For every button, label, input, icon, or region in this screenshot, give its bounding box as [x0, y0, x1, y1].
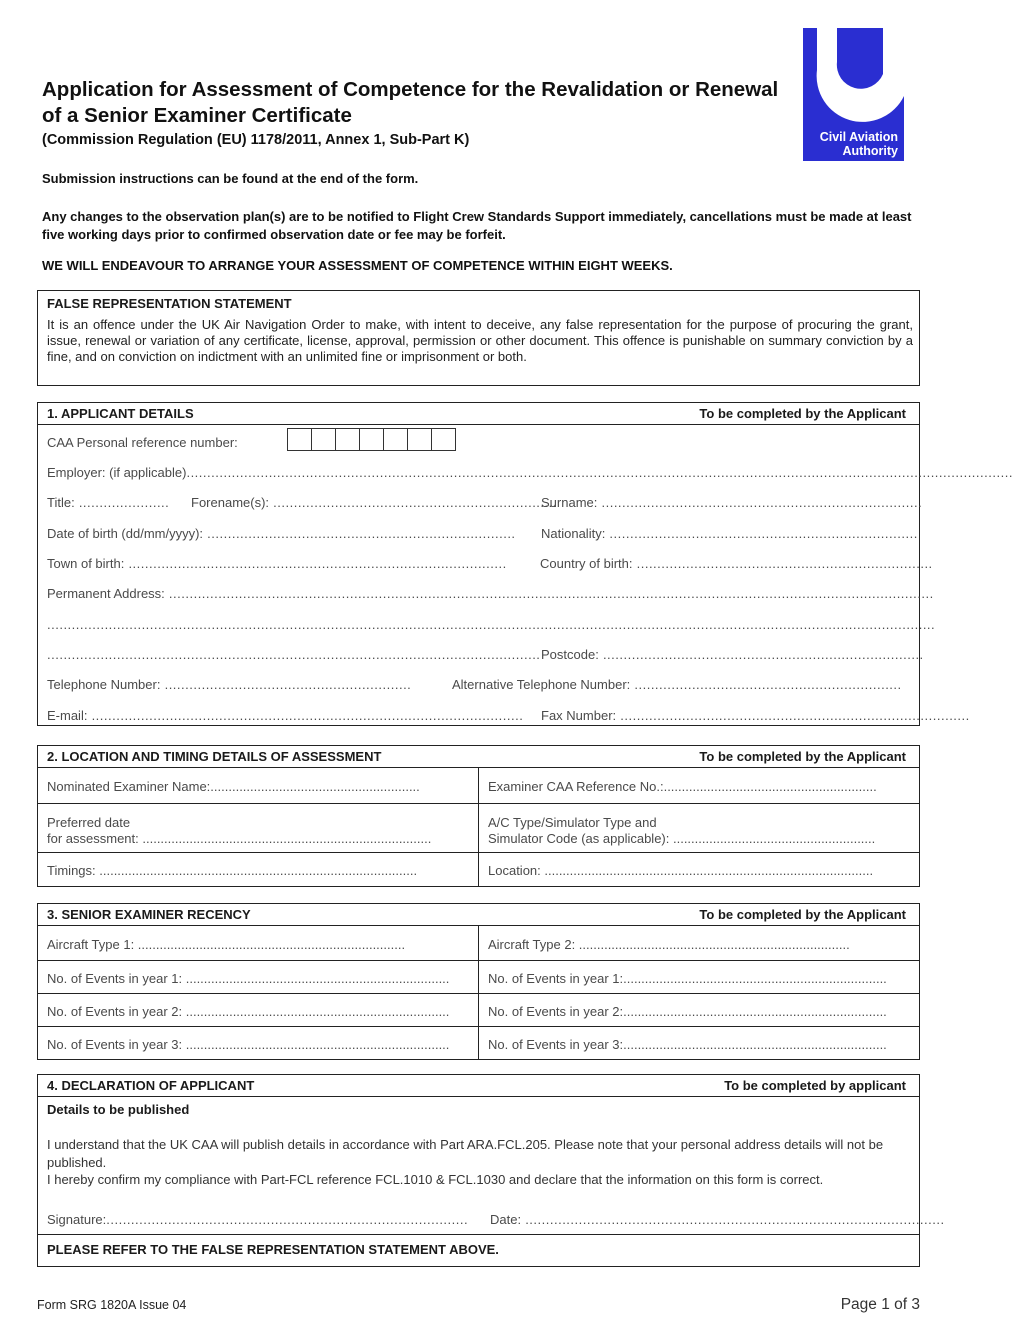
section2-header: [38, 746, 919, 768]
events-year2-label-b: No. of Events in year 2:: [488, 1004, 624, 1019]
form-identifier: Form SRG 1820A Issue 04: [37, 1298, 187, 1312]
employer-field[interactable]: Employer: (if applicable).........................................................................................................................................................................................................: [47, 465, 1013, 480]
caa-ref-digit[interactable]: [407, 428, 432, 451]
forenames-field[interactable]: Forename(s): .....................................................................: [191, 495, 557, 510]
page-number: Page 1 of 3: [840, 1296, 920, 1313]
section3-title: 3. SENIOR EXAMINER RECENCY: [47, 907, 251, 922]
details-published-heading: Details to be published: [47, 1102, 190, 1117]
telephone-field[interactable]: Telephone Number: ............................................................: [47, 677, 412, 692]
alt-telephone-field[interactable]: Alternative Telephone Number: .................................................................: [452, 677, 902, 692]
timings-field[interactable]: Timings: ........................................................................................: [38, 853, 479, 886]
caa-ref-digit[interactable]: [287, 428, 312, 451]
address-label: Permanent Address:: [47, 586, 165, 601]
declaration-para-2: I hereby confirm my compliance with Part-FCL reference FCL.1010 & FCL.1030 and declare that the information on this form is correct.: [47, 1172, 824, 1187]
country-of-birth-field[interactable]: Country of birth: ........................................................................: [540, 556, 933, 571]
section-senior-examiner-recency: [37, 903, 920, 1060]
employer-label: Employer: (if applicable): [47, 465, 187, 480]
section-location-timing: [37, 745, 920, 887]
section3-header: [38, 904, 919, 926]
caa-logo-text: Civil Aviation Authority: [819, 130, 898, 158]
section-applicant-details: [37, 402, 1013, 726]
aircraft-type-1-label: Aircraft Type 1:: [47, 937, 135, 952]
events-year1-field[interactable]: No. of Events in year 1: .........................................................................: [38, 961, 479, 993]
events-year2-field[interactable]: No. of Events in year 2: .........................................................................: [38, 994, 479, 1026]
section2-title: 2. LOCATION AND TIMING DETAILS OF ASSESSMENT: [47, 749, 382, 764]
events-year1-label-b: No. of Events in year 1:: [488, 971, 624, 986]
date-label: Date:: [490, 1212, 522, 1227]
dob-label: Date of birth (dd/mm/yyyy):: [47, 526, 204, 541]
actype-field[interactable]: A/C Type/Simulator Type and Simulator Code (as applicable): ........................................................: [479, 804, 919, 852]
surname-field[interactable]: Surname: ..............................................................................: [541, 495, 923, 510]
preferred-date-label-2: for assessment:: [47, 831, 139, 846]
date-field[interactable]: Date: ......................................................................................................: [490, 1212, 945, 1227]
section3-note: To be completed by the Applicant: [699, 907, 906, 922]
caa-ref-boxes[interactable]: [287, 428, 456, 451]
false-representation-text: It is an offence under the UK Air Navigation Order to make, with intent to deceive, any false representation for the purpose of procuring the grant, issue, renewal or variation of any certificate, license, approval, permission or other document. This offence is punishable on summary conviction by a fine, and on conviction on indictment with an unlimited fine or imprisonment or both.: [47, 317, 913, 364]
section4-title: 4. DECLARATION OF APPLICANT: [47, 1078, 255, 1093]
section1-note: To be completed by the Applicant: [699, 406, 906, 421]
surname-label: Surname:: [541, 495, 598, 510]
endeavour-notice: WE WILL ENDEAVOUR TO ARRANGE YOUR ASSESSMENT OF COMPETENCE WITHIN EIGHT WEEKS.: [42, 258, 673, 273]
location-field[interactable]: Location: ...........................................................................................: [488, 863, 874, 878]
caa-ref-digit[interactable]: [359, 428, 384, 451]
section4-header: [38, 1075, 919, 1097]
caa-ref-digit[interactable]: [431, 428, 456, 451]
section4-note: To be completed by applicant: [724, 1078, 906, 1093]
events-year2-label: No. of Events in year 2:: [47, 1004, 183, 1019]
examiner-ref-label: Examiner CAA Reference No.:: [488, 779, 664, 794]
caa-ref-digit[interactable]: [311, 428, 336, 451]
nationality-field[interactable]: Nationality: ...........................................................................: [541, 526, 918, 541]
alt-telephone-label: Alternative Telephone Number:: [452, 677, 631, 692]
aircraft-type-2-field[interactable]: Aircraft Type 2: ...........................................................................: [488, 937, 850, 952]
title-label: Title:: [47, 495, 75, 510]
dob-field[interactable]: Date of birth (dd/mm/yyyy): ...........................................................................: [47, 526, 516, 541]
town-of-birth-label: Town of birth:: [47, 556, 125, 571]
telephone-label: Telephone Number:: [47, 677, 161, 692]
section1-header: [38, 403, 919, 425]
section1-title: 1. APPLICANT DETAILS: [47, 406, 194, 421]
changes-notice: Any changes to the observation plan(s) are to be notified to Flight Crew Standards Support immediately, cancellations must be made at least five working days prior to confirmed observation date or fee may be forfeit.: [42, 209, 912, 242]
examiner-name-label: Nominated Examiner Name:: [47, 779, 211, 794]
title-field[interactable]: Title: ......................: [47, 495, 170, 510]
section2-note: To be completed by the Applicant: [699, 749, 906, 764]
submission-instructions: Submission instructions can be found at the end of the form.: [42, 171, 419, 186]
email-label: E-mail:: [47, 708, 88, 723]
form-title: Application for Assessment of Competence for the Revalidation or Renewal of a Senior Examiner Certificate: [42, 78, 779, 127]
country-of-birth-label: Country of birth:: [540, 556, 633, 571]
section-declaration: [37, 1074, 945, 1267]
events-year3-label-b: No. of Events in year 3:: [488, 1037, 624, 1052]
address-line-3[interactable]: ........................................................................................................................: [47, 647, 541, 662]
postcode-label: Postcode:: [541, 647, 599, 662]
town-of-birth-field[interactable]: Town of birth: ............................................................................................: [47, 556, 507, 571]
preferred-date-field[interactable]: Preferred date for assessment: ................................................................................: [38, 804, 479, 852]
examiner-name-field[interactable]: Nominated Examiner Name:..........................................................: [38, 768, 479, 803]
events-year3-field-b[interactable]: No. of Events in year 3:.........................................................................: [488, 1037, 887, 1052]
postcode-field[interactable]: Postcode: ..............................................................................: [541, 647, 924, 662]
nationality-label: Nationality:: [541, 526, 606, 541]
events-year2-field-b[interactable]: No. of Events in year 2:.........................................................................: [488, 1004, 887, 1019]
aircraft-type-1-field[interactable]: Aircraft Type 1: ..........................................................................: [38, 926, 479, 960]
aircraft-type-2-label: Aircraft Type 2:: [488, 937, 576, 952]
events-year3-label: No. of Events in year 3:: [47, 1037, 183, 1052]
false-representation-box: [37, 290, 920, 386]
actype-label-2: Simulator Code (as applicable):: [488, 831, 670, 846]
refer-statement: PLEASE REFER TO THE FALSE REPRESENTATION STATEMENT ABOVE.: [38, 1234, 919, 1267]
caa-ref-digit[interactable]: [383, 428, 408, 451]
declaration-para-1: I understand that the UK CAA will publish details in accordance with Part ARA.FCL.205. Please note that your personal address details will not be published.: [47, 1137, 884, 1170]
fax-label: Fax Number:: [541, 708, 617, 723]
caa-logo: [803, 28, 904, 161]
false-representation-heading: FALSE REPRESENTATION STATEMENT: [47, 296, 292, 311]
address-line-2[interactable]: ........................................................................................................................................................................................................................: [47, 617, 936, 632]
caa-ref-digit[interactable]: [335, 428, 360, 451]
forenames-label: Forename(s):: [191, 495, 270, 510]
fax-field[interactable]: Fax Number: .....................................................................................: [541, 708, 970, 723]
email-field[interactable]: E-mail: .........................................................................................................: [47, 708, 524, 723]
events-year1-field-b[interactable]: No. of Events in year 1:.........................................................................: [488, 971, 887, 986]
signature-label: Signature:: [47, 1212, 107, 1227]
form-subtitle: (Commission Regulation (EU) 1178/2011, Annex 1, Sub-Part K): [42, 132, 470, 148]
location-label: Location:: [488, 863, 541, 878]
actype-label-1: A/C Type/Simulator Type and: [488, 815, 657, 830]
events-year3-field[interactable]: No. of Events in year 3: .........................................................................: [38, 1027, 479, 1059]
preferred-date-label-1: Preferred date: [47, 815, 131, 830]
address-field[interactable]: Permanent Address: ..........................................................................................................................................................................................: [47, 586, 934, 601]
timings-label: Timings:: [47, 863, 96, 878]
caa-ref-label: CAA Personal reference number:: [47, 435, 238, 450]
events-year1-label: No. of Events in year 1:: [47, 971, 183, 986]
signature-field[interactable]: Signature:........................................................................................: [47, 1212, 469, 1227]
examiner-ref-field[interactable]: Examiner CAA Reference No.:...........................................................: [488, 779, 877, 794]
